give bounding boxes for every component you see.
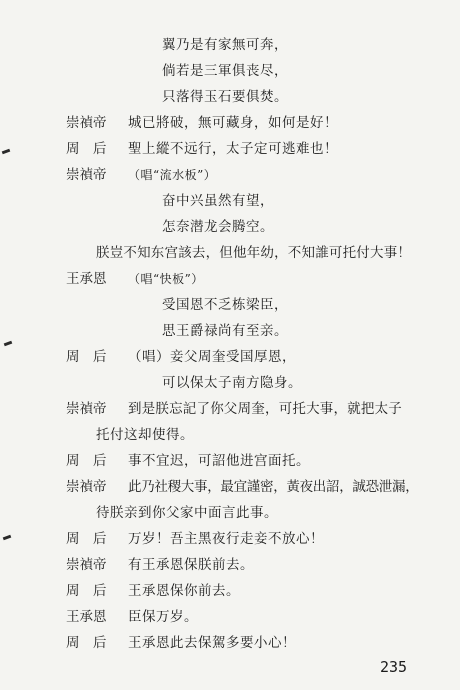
- verse-line: 可以保太子南方隐身。: [162, 375, 302, 391]
- speaker-label: 王承恩: [66, 271, 107, 287]
- verse-line: 受国恩不乏栋梁臣，: [162, 297, 288, 313]
- dialogue-line: 朕豈不知东宫該去，但他年幼，不知誰可托付大事！: [96, 245, 412, 261]
- speaker-label: 崇禎帝: [66, 401, 107, 417]
- speaker-label: 周 后: [66, 583, 107, 599]
- speaker-label: 王承恩: [66, 609, 107, 625]
- speaker-label: 崇禎帝: [66, 115, 107, 131]
- dialogue-line: 王承恩保你前去。: [128, 583, 240, 599]
- speaker-label: 周 后: [66, 453, 107, 469]
- speaker-label: 周 后: [66, 141, 107, 157]
- stage-direction: （唱“快板”）: [128, 272, 204, 286]
- verse-line: 怎奈潜龙会腾空。: [162, 219, 274, 235]
- dialogue-line: 万岁！吾主黑夜行走妾不放心！: [128, 531, 324, 547]
- speaker-label: 周 后: [66, 531, 107, 547]
- dialogue-line: 待朕亲到你父家中面言此事。: [96, 505, 278, 521]
- stage-direction: （唱“流水板”）: [128, 168, 217, 182]
- dialogue-line: 事不宜迟，可詔他进宫面托。: [128, 453, 310, 469]
- speaker-label: 崇禎帝: [66, 167, 107, 183]
- verse-line: 奋中兴虽然有望，: [162, 193, 274, 209]
- speaker-label: 周 后: [66, 349, 107, 365]
- dialogue-line: 有王承恩保朕前去。: [128, 557, 254, 573]
- dialogue-line: 此乃社稷大事，最宜謹密，黃夜出詔，誠恐泄漏，: [128, 479, 419, 495]
- dialogue-line: 王承恩此去保駕多要小心！: [128, 635, 296, 651]
- scan-mark: [4, 341, 13, 347]
- speaker-label: 崇禎帝: [66, 479, 107, 495]
- verse-line: 只落得玉石要俱焚。: [162, 89, 288, 105]
- dialogue-line: 到是朕忘記了你父周奎，可托大事，就把太子: [128, 401, 402, 417]
- dialogue-line: 聖上縱不远行，太子定可逃难也！: [128, 141, 338, 157]
- scan-mark: [2, 149, 11, 155]
- verse-line: 思王爵禄尚有至亲。: [162, 323, 288, 339]
- dialogue-line: 城已將破，無可藏身，如何是好！: [128, 115, 338, 131]
- dialogue-line: （唱）妾父周奎受国厚恩，: [128, 349, 296, 365]
- page-number: 235: [380, 658, 408, 676]
- dialogue-line: 臣保万岁。: [128, 609, 198, 625]
- speaker-label: 崇禎帝: [66, 557, 107, 573]
- speaker-label: 周 后: [66, 635, 107, 651]
- verse-line: 倘若是三軍俱丧尽，: [162, 63, 288, 79]
- verse-line: 翼乃是有家無可奔，: [162, 37, 288, 53]
- scan-mark: [3, 535, 12, 541]
- dialogue-line: 托付这却使得。: [96, 427, 194, 443]
